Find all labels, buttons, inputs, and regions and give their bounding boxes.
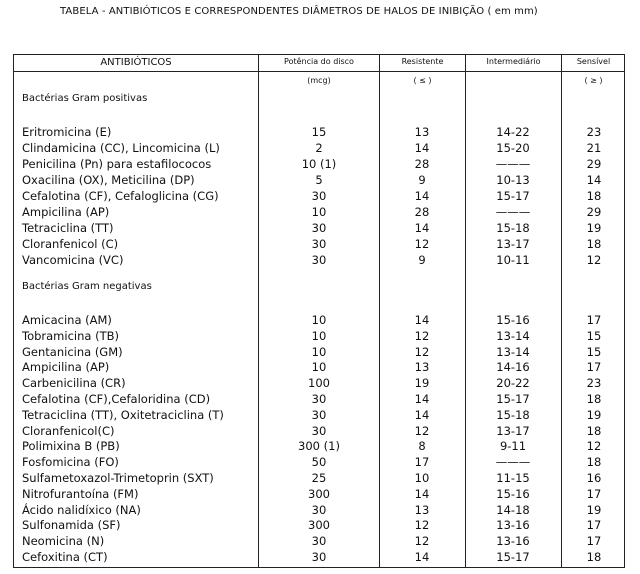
cell-int: 15-16 — [496, 313, 530, 327]
cell-res: 14 — [414, 550, 430, 564]
cell-int: 20-22 — [496, 376, 530, 391]
table-row — [14, 376, 624, 392]
cell-int: 14-16 — [496, 360, 530, 375]
cell-disc: 30 — [311, 253, 327, 267]
cell-disc: 30 — [311, 423, 327, 438]
cell-name: Neomicina (N) — [22, 534, 105, 549]
cell-int: ——— — [495, 205, 531, 219]
cell-sens: 19 — [586, 221, 602, 235]
cell-disc: 10 — [311, 360, 327, 375]
cell-disc: 300 — [308, 486, 330, 501]
cell-res: 12 — [414, 328, 430, 343]
cell-disc: 50 — [311, 455, 327, 470]
cell-name: Eritromicina (E) — [22, 125, 112, 139]
cell-disc: 10 — [311, 344, 327, 359]
cell-disc: 300 (1) — [298, 439, 340, 454]
cell-res: 10 — [414, 471, 430, 485]
cell-disc: 25 — [311, 471, 327, 485]
cell-int: 9-11 — [499, 439, 527, 454]
cell-sens: 12 — [586, 439, 602, 454]
table-row — [14, 125, 624, 141]
cell-res: 14 — [414, 486, 430, 501]
header-resistente-unit: ( ≤ ) — [413, 76, 432, 85]
table-row — [14, 534, 624, 550]
cell-int: 15-20 — [496, 141, 530, 155]
table-row — [14, 141, 624, 157]
table-row — [14, 487, 624, 503]
cell-int: 13-17 — [496, 237, 530, 251]
cell-name: Penicilina (Pn) para estafilococos — [22, 157, 212, 171]
cell-sens: 17 — [586, 486, 602, 501]
cell-name: Vancomicina (VC) — [22, 253, 124, 267]
cell-res: 14 — [414, 407, 430, 422]
table-row — [14, 221, 624, 237]
cell-sens: 29 — [586, 157, 602, 171]
cell-int: 15-18 — [496, 221, 530, 235]
cell-sens: 17 — [586, 534, 602, 549]
cell-res: 13 — [414, 502, 430, 517]
cell-disc: 10 (1) — [301, 157, 337, 171]
cell-res: 12 — [414, 237, 430, 251]
cell-sens: 14 — [586, 173, 602, 187]
cell-name: Cloranfenicol(C) — [22, 423, 115, 438]
cell-name: Ampicilina (AP) — [22, 205, 110, 219]
cell-disc: 30 — [311, 189, 327, 203]
cell-int: 13-16 — [496, 518, 530, 533]
cell-name: Cloranfenicol (C) — [22, 237, 119, 251]
cell-res: 14 — [414, 392, 430, 406]
cell-res: 13 — [414, 360, 430, 375]
cell-res: 12 — [414, 534, 430, 549]
cell-int: 11-15 — [496, 471, 530, 485]
cell-res: 9 — [418, 253, 426, 267]
table-row — [14, 329, 624, 345]
cell-disc: 15 — [311, 125, 327, 139]
cell-disc: 10 — [311, 205, 327, 219]
cell-sens: 17 — [586, 313, 602, 327]
cell-sens: 15 — [586, 328, 602, 343]
table-row — [14, 471, 624, 487]
table-row — [14, 439, 624, 455]
cell-int: ——— — [495, 157, 531, 171]
cell-disc: 100 — [308, 376, 330, 391]
cell-int: 10-13 — [496, 173, 530, 187]
cell-name: Tobramicina (TB) — [22, 328, 119, 343]
antibiotic-table — [13, 54, 625, 568]
table-row — [14, 237, 624, 253]
cell-name: Nitrofurantoína (FM) — [22, 486, 139, 501]
cell-sens: 18 — [586, 423, 602, 438]
cell-disc: 2 — [315, 141, 323, 155]
cell-res: 8 — [418, 439, 426, 454]
cell-name: Tetraciclina (TT), Oxitetraciclina (T) — [22, 407, 224, 422]
cell-res: 17 — [414, 455, 430, 470]
header-potencia-unit: (mcg) — [307, 76, 331, 85]
cell-int: 13-14 — [496, 344, 530, 359]
cell-name: Sulfonamida (SF) — [22, 518, 121, 533]
cell-int: 15-17 — [496, 550, 530, 564]
cell-disc: 30 — [311, 237, 327, 251]
cell-int: 10-11 — [496, 253, 530, 267]
cell-sens: 18 — [586, 189, 602, 203]
cell-int: 14-22 — [496, 125, 530, 139]
table-row — [14, 173, 624, 189]
cell-disc: 30 — [311, 550, 327, 564]
cell-name: Amicacina (AM) — [22, 313, 112, 327]
cell-int: 13-17 — [496, 423, 530, 438]
cell-int: 15-18 — [496, 407, 530, 422]
header-antibioticos: ANTIBIÓTICOS — [100, 57, 172, 68]
cell-sens: 18 — [586, 237, 602, 251]
cell-res: 14 — [414, 221, 430, 235]
cell-res: 12 — [414, 518, 430, 533]
cell-name: Gentanicina (GM) — [22, 344, 123, 359]
cell-name: Cefoxitina (CT) — [22, 550, 108, 564]
cell-name: Cefalotina (CF), Cefaloglicina (CG) — [22, 189, 219, 203]
cell-int: ——— — [495, 455, 531, 470]
cell-sens: 21 — [586, 141, 602, 155]
cell-int: 15-17 — [496, 392, 530, 406]
cell-sens: 15 — [586, 344, 602, 359]
cell-res: 19 — [414, 376, 430, 391]
header-sensivel: Sensível — [576, 57, 611, 66]
cell-sens: 23 — [586, 125, 602, 139]
header-sensivel-unit: ( ≥ ) — [584, 76, 603, 85]
cell-sens: 19 — [586, 502, 602, 517]
cell-sens: 19 — [586, 407, 602, 422]
cell-disc: 10 — [311, 328, 327, 343]
cell-res: 14 — [414, 189, 430, 203]
cell-sens: 18 — [586, 392, 602, 406]
cell-name: Fosfomicina (FO) — [22, 455, 119, 470]
cell-sens: 17 — [586, 360, 602, 375]
table-row — [14, 424, 624, 440]
cell-disc: 30 — [311, 534, 327, 549]
table-row — [14, 157, 624, 173]
table-row — [14, 518, 624, 534]
table-row — [14, 345, 624, 361]
cell-res: 9 — [418, 173, 426, 187]
table-row — [14, 408, 624, 424]
table-row — [14, 313, 624, 329]
table-row — [14, 360, 624, 376]
cell-sens: 29 — [586, 205, 602, 219]
cell-sens: 23 — [586, 376, 602, 391]
header-resistente: Resistente — [401, 57, 444, 66]
cell-res: 12 — [414, 423, 430, 438]
cell-sens: 18 — [586, 455, 602, 470]
cell-name: Tetraciclina (TT) — [22, 221, 114, 235]
section-label: Bactérias Gram positivas — [22, 93, 148, 104]
table-row — [14, 253, 624, 269]
cell-name: Polimixina B (PB) — [22, 439, 120, 454]
cell-res: 28 — [414, 205, 430, 219]
cell-res: 12 — [414, 344, 430, 359]
cell-int: 13-14 — [496, 328, 530, 343]
cell-res: 14 — [414, 313, 430, 327]
table-row — [14, 189, 624, 205]
cell-sens: 18 — [586, 550, 602, 564]
cell-res: 14 — [414, 141, 430, 155]
cell-sens: 16 — [586, 471, 602, 485]
cell-name: Ácido nalidíxico (NA) — [22, 502, 141, 517]
header-potencia: Potência do disco — [284, 57, 354, 66]
cell-disc: 300 — [308, 518, 330, 533]
cell-disc: 5 — [315, 173, 323, 187]
cell-int: 15-17 — [496, 189, 530, 203]
cell-name: Sulfametoxazol-Trimetoprin (SXT) — [22, 471, 214, 485]
cell-res: 28 — [414, 157, 430, 171]
cell-sens: 17 — [586, 518, 602, 533]
cell-int: 13-16 — [496, 534, 530, 549]
cell-name: Oxacilina (OX), Meticilina (DP) — [22, 173, 195, 187]
section-label: Bactérias Gram negativas — [22, 281, 152, 292]
table-row — [14, 503, 624, 519]
cell-name: Carbenicilina (CR) — [22, 376, 126, 391]
header-intermediario: Intermediário — [486, 57, 541, 66]
table-row — [14, 392, 624, 408]
cell-disc: 30 — [311, 502, 327, 517]
cell-name: Clindamicina (CC), Lincomicina (L) — [22, 141, 220, 155]
cell-sens: 12 — [586, 253, 602, 267]
cell-res: 13 — [414, 125, 430, 139]
page-title: TABELA - ANTIBIÓTICOS E CORRESPONDENTES DIÂMETROS DE HALOS DE INIBIÇÃO ( em mm) — [60, 6, 538, 17]
cell-disc: 10 — [311, 313, 327, 327]
cell-disc: 30 — [311, 221, 327, 235]
cell-name: Cefalotina (CF),Cefaloridina (CD) — [22, 392, 211, 406]
table-row — [14, 205, 624, 221]
cell-int: 14-18 — [496, 502, 530, 517]
cell-name: Ampicilina (AP) — [22, 360, 110, 375]
cell-int: 15-16 — [496, 486, 530, 501]
table-row — [14, 550, 624, 566]
cell-disc: 30 — [311, 392, 327, 406]
table-row — [14, 455, 624, 471]
cell-disc: 30 — [311, 407, 327, 422]
